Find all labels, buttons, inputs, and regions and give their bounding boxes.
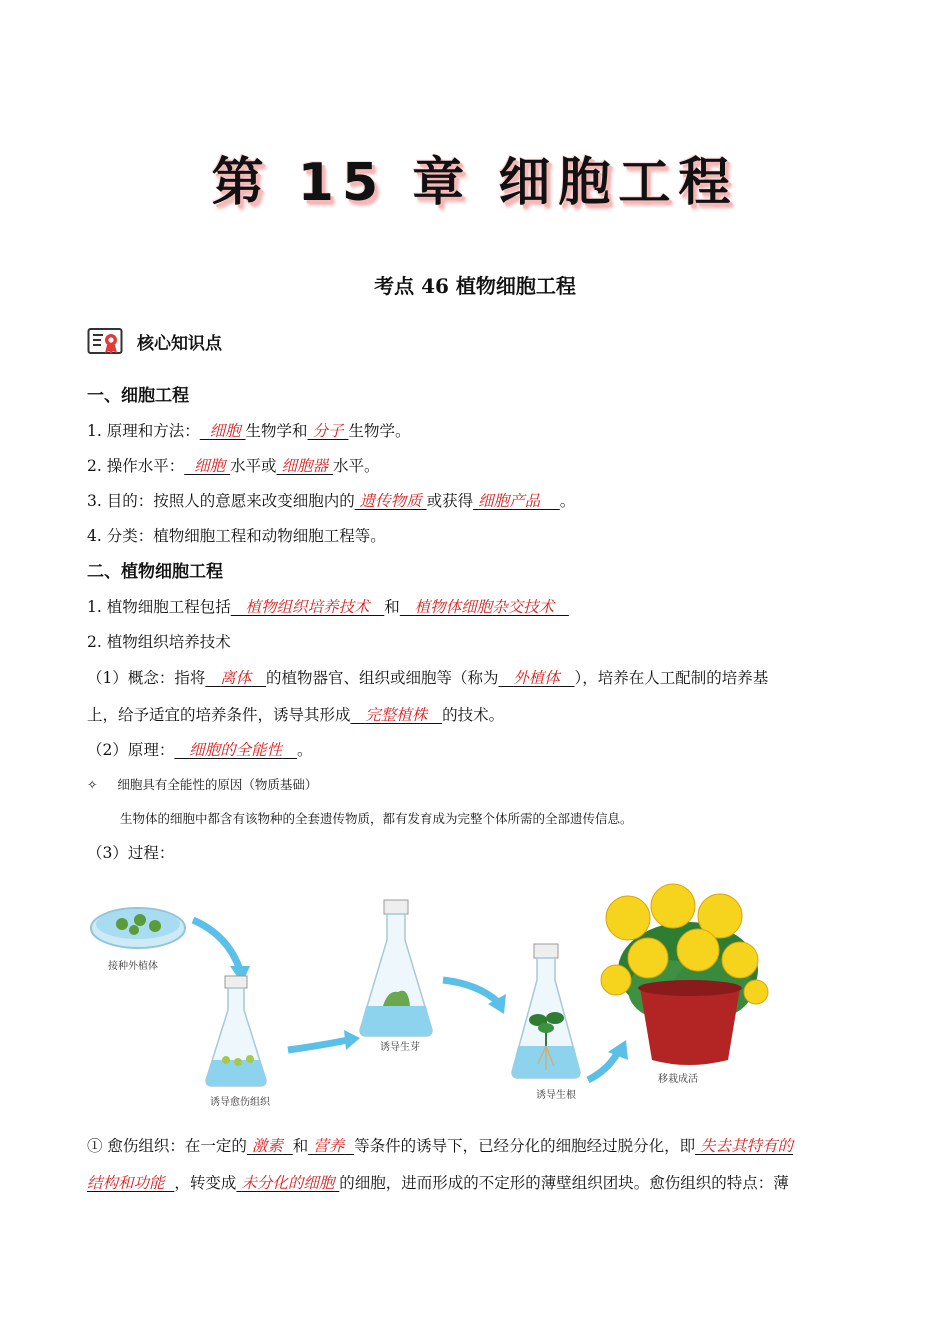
arrow-head-icon: [344, 1030, 360, 1050]
callus-line-2: 结构和功能 ，转变成 未分化的细胞 的细胞，进而形成的不定形的薄壁组织团块。愈伤组织的特点：薄: [87, 1174, 789, 1192]
arrow-icon: [588, 1052, 618, 1080]
diamond-icon: ✧: [87, 777, 98, 792]
flask-icon: [512, 944, 580, 1078]
caption-inoculate: 接种外植体: [108, 961, 158, 972]
principle-line: （2）原理： 细胞的全能性 。: [87, 741, 313, 759]
item-purpose: 3. 目的：按照人的意愿来改变细胞内的 遗传物质 或获得 细胞产品 。: [87, 492, 576, 510]
concept-line-1: （1）概念：指将 离体 的植物器官、组织或细胞等（称为 外植体 ），培养在人工配制的培养基: [87, 669, 769, 687]
process-label: （3）过程：: [87, 844, 175, 862]
knowledge-label: 核心知识点: [137, 333, 222, 354]
chapter-title: 第 15 章 细胞工程: [211, 153, 739, 213]
heading-cell-engineering: 一、细胞工程: [87, 386, 189, 406]
flask-icon: [206, 976, 266, 1086]
item-plant-techniques: 1. 植物细胞工程包括 植物组织培养技术 和 植物体细胞杂交技术: [87, 598, 555, 616]
item-principle-method: 1. 原理和方法： 细胞 生物学和 分子 生物学。: [87, 422, 411, 440]
tissue-culture-process-figure: [88, 880, 778, 1110]
caption-transplant: 移栽成活: [658, 1074, 698, 1085]
certificate-icon: [87, 326, 125, 356]
petri-dish-icon: [91, 908, 185, 948]
callus-line-1: ① 愈伤组织：在一定的 激素 和 营养 等条件的诱导下，已经分化的细胞经过脱分化，即 失去其特有的: [87, 1137, 794, 1155]
potted-chrysanthemum-icon: [601, 884, 768, 1065]
caption-root: 诱导生根: [536, 1090, 576, 1101]
arrow-icon: [193, 920, 240, 970]
note-heading: ✧ 细胞具有全能性的原因（物质基础）: [87, 777, 318, 792]
caption-callus: 诱导愈伤组织: [210, 1097, 270, 1108]
heading-plant-cell-engineering: 二、植物细胞工程: [87, 562, 223, 582]
arrow-icon: [443, 980, 498, 1002]
knowledge-header: [87, 325, 222, 357]
note-body: 生物体的细胞中都含有该物种的全套遗传物质，都有发育成为完整个体所需的全部遗传信息。: [120, 811, 633, 826]
flask-icon: [360, 900, 432, 1036]
item-operation-level: 2. 操作水平： 细胞 水平或 细胞器 水平。: [87, 457, 380, 475]
item-tissue-culture: 2. 植物组织培养技术: [87, 633, 231, 651]
caption-shoot: 诱导生芽: [380, 1042, 420, 1053]
item-classification: 4. 分类：植物细胞工程和动物细胞工程等。: [87, 527, 386, 545]
section-title: 考点 46 植物细胞工程: [374, 274, 576, 298]
arrow-icon: [288, 1040, 348, 1050]
concept-line-2: 上，给予适宜的培养条件，诱导其形成 完整植株 的技术。: [87, 706, 505, 724]
